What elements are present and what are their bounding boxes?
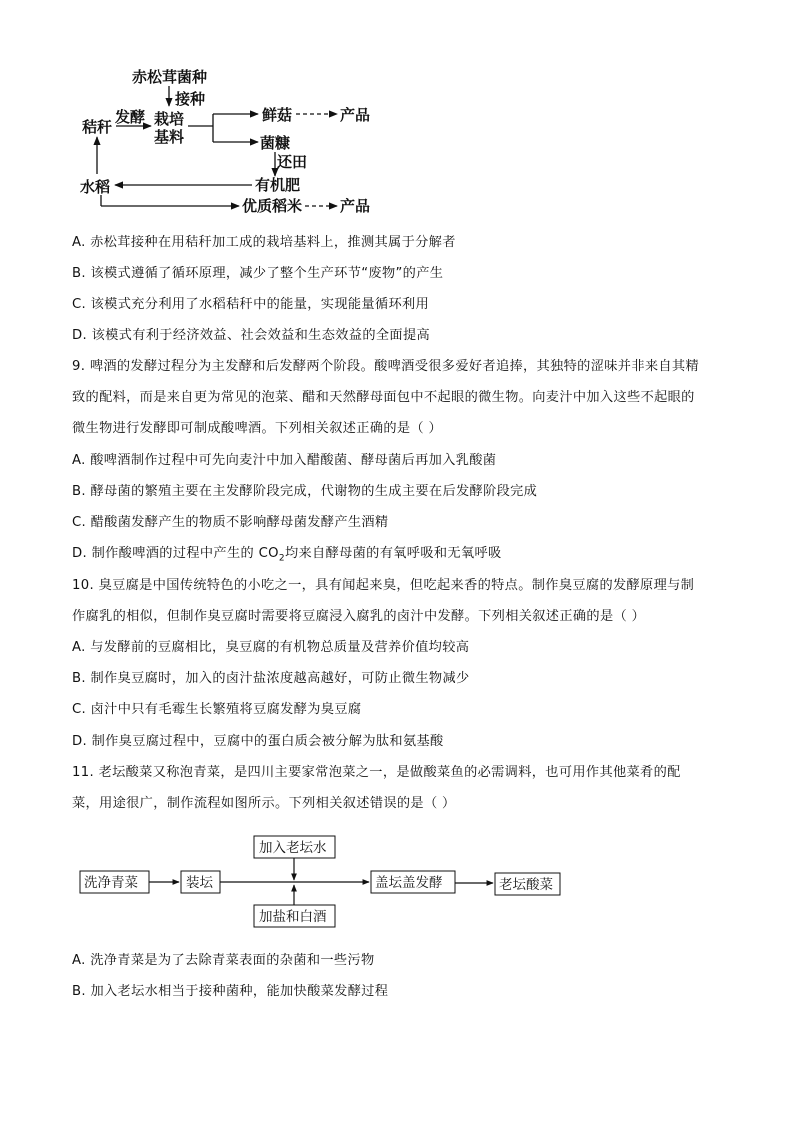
q8-option-c: C. 该模式充分利用了水稻秸秆中的能量，实现能量循环利用 bbox=[72, 297, 430, 312]
q9-stem-line-1: 9. 啤酒的发酵过程分为主发酵和后发酵两个阶段。酸啤酒受很多爱好者追捧，其独特的涩味并非来自其精 bbox=[72, 359, 700, 374]
q9-stem-line-3: 微生物进行发酵即可制成酸啤酒。下列相关叙述正确的是（ ） bbox=[72, 421, 443, 436]
q9-option-b: B. 酵母菌的繁殖主要在主发酵阶段完成，代谢物的生成主要在后发酵阶段完成 bbox=[72, 484, 538, 499]
q10-option-c: C. 卤汁中只有毛霉生长繁殖将豆腐发酵为臭豆腐 bbox=[72, 702, 362, 717]
fresh-mushroom-label: 鲜菇 bbox=[262, 106, 293, 124]
q9-option-d-before: D. 制作酸啤酒的过程中产生的 CO bbox=[72, 546, 279, 561]
organic-fertilizer-label: 有机肥 bbox=[255, 176, 301, 194]
product-label-2: 产品 bbox=[340, 197, 371, 215]
q9-option-d bbox=[72, 545, 502, 568]
q10-option-a: A. 与发酵前的豆腐相比，臭豆腐的有机物总质量及营养价值均较高 bbox=[72, 640, 470, 655]
q11-option-a: A. 洗净青菜是为了去除青菜表面的杂菌和一些污物 bbox=[72, 953, 375, 968]
inoculate-label: 接种 bbox=[175, 90, 206, 108]
q11-stem-line-1: 11. 老坛酸菜又称泡青菜，是四川主要家常泡菜之一，是做酸菜鱼的必需调料，也可用作其他菜肴的配 bbox=[72, 765, 681, 780]
ferment-label: 发酵 bbox=[115, 108, 146, 126]
q11-stem-line-2: 菜，用途很广，制作流程如图所示。下列相关叙述错误的是（ ） bbox=[72, 796, 456, 811]
cover-ferment-label: 盖坛盖发酵 bbox=[375, 875, 443, 891]
q8-option-a: A. 赤松茸接种在用秸秆加工成的栽培基料上，推测其属于分解者 bbox=[72, 235, 456, 250]
add-salt-liquor-label: 加盐和白酒 bbox=[259, 909, 327, 925]
straw-label: 秸秆 bbox=[82, 118, 113, 136]
q11-option-b: B. 加入老坛水相当于接种菌种，能加快酸菜发酵过程 bbox=[72, 984, 389, 999]
q9-option-d-after: 均来自酵母菌的有氧呼吸和无氧呼吸 bbox=[284, 546, 502, 561]
wash-label: 洗净青菜 bbox=[84, 875, 138, 891]
q9-option-a: A. 酸啤酒制作过程中可先向麦汁中加入醋酸菌、酵母菌后再加入乳酸菌 bbox=[72, 453, 497, 468]
return-field-label: 还田 bbox=[277, 153, 308, 171]
strain-label: 赤松茸菌种 bbox=[132, 68, 208, 86]
jar-label: 装坛 bbox=[186, 875, 213, 891]
q8-option-b: B. 该模式遵循了循环原理，减少了整个生产环节“废物”的产生 bbox=[72, 266, 444, 281]
q9-option-d-subscript: 2 bbox=[278, 553, 285, 564]
q10-option-d: D. 制作臭豆腐过程中，豆腐中的蛋白质会被分解为肽和氨基酸 bbox=[72, 734, 444, 749]
q10-stem-line-2: 作腐乳的相似，但制作臭豆腐时需要将豆腐浸入腐乳的卤汁中发酵。下列相关叙述正确的是（ ） bbox=[72, 609, 646, 624]
quality-rice-label: 优质稻米 bbox=[242, 197, 303, 215]
q10-option-b: B. 制作臭豆腐时，加入的卤汁盐浓度越高越好，可防止微生物减少 bbox=[72, 671, 470, 686]
substrate-label-1: 栽培 bbox=[154, 110, 185, 128]
add-old-water-label: 加入老坛水 bbox=[259, 840, 327, 856]
q9-stem-line-2: 致的配料，而是来自更为常见的泡菜、醋和天然酵母面包中不起眼的微生物。向麦汁中加入这些不起眼的 bbox=[72, 390, 695, 405]
q8-option-d: D. 该模式有利于经济效益、社会效益和生态效益的全面提高 bbox=[72, 328, 431, 343]
substrate-label-2: 基料 bbox=[154, 128, 185, 146]
q9-option-c: C. 醋酸菌发酵产生的物质不影响酵母菌发酵产生酒精 bbox=[72, 515, 389, 530]
pickle-flow-diagram bbox=[70, 832, 570, 934]
circular-agriculture-diagram bbox=[70, 62, 400, 222]
old-pickle-label: 老坛酸菜 bbox=[499, 877, 553, 893]
q10-stem-line-1: 10. 臭豆腐是中国传统特色的小吃之一，具有闻起来臭，但吃起来香的特点。制作臭豆腐的发酵原理与制 bbox=[72, 578, 695, 593]
spent-substrate-label: 菌糠 bbox=[260, 134, 291, 152]
rice-label: 水稻 bbox=[80, 178, 111, 196]
product-label-1: 产品 bbox=[340, 106, 371, 124]
